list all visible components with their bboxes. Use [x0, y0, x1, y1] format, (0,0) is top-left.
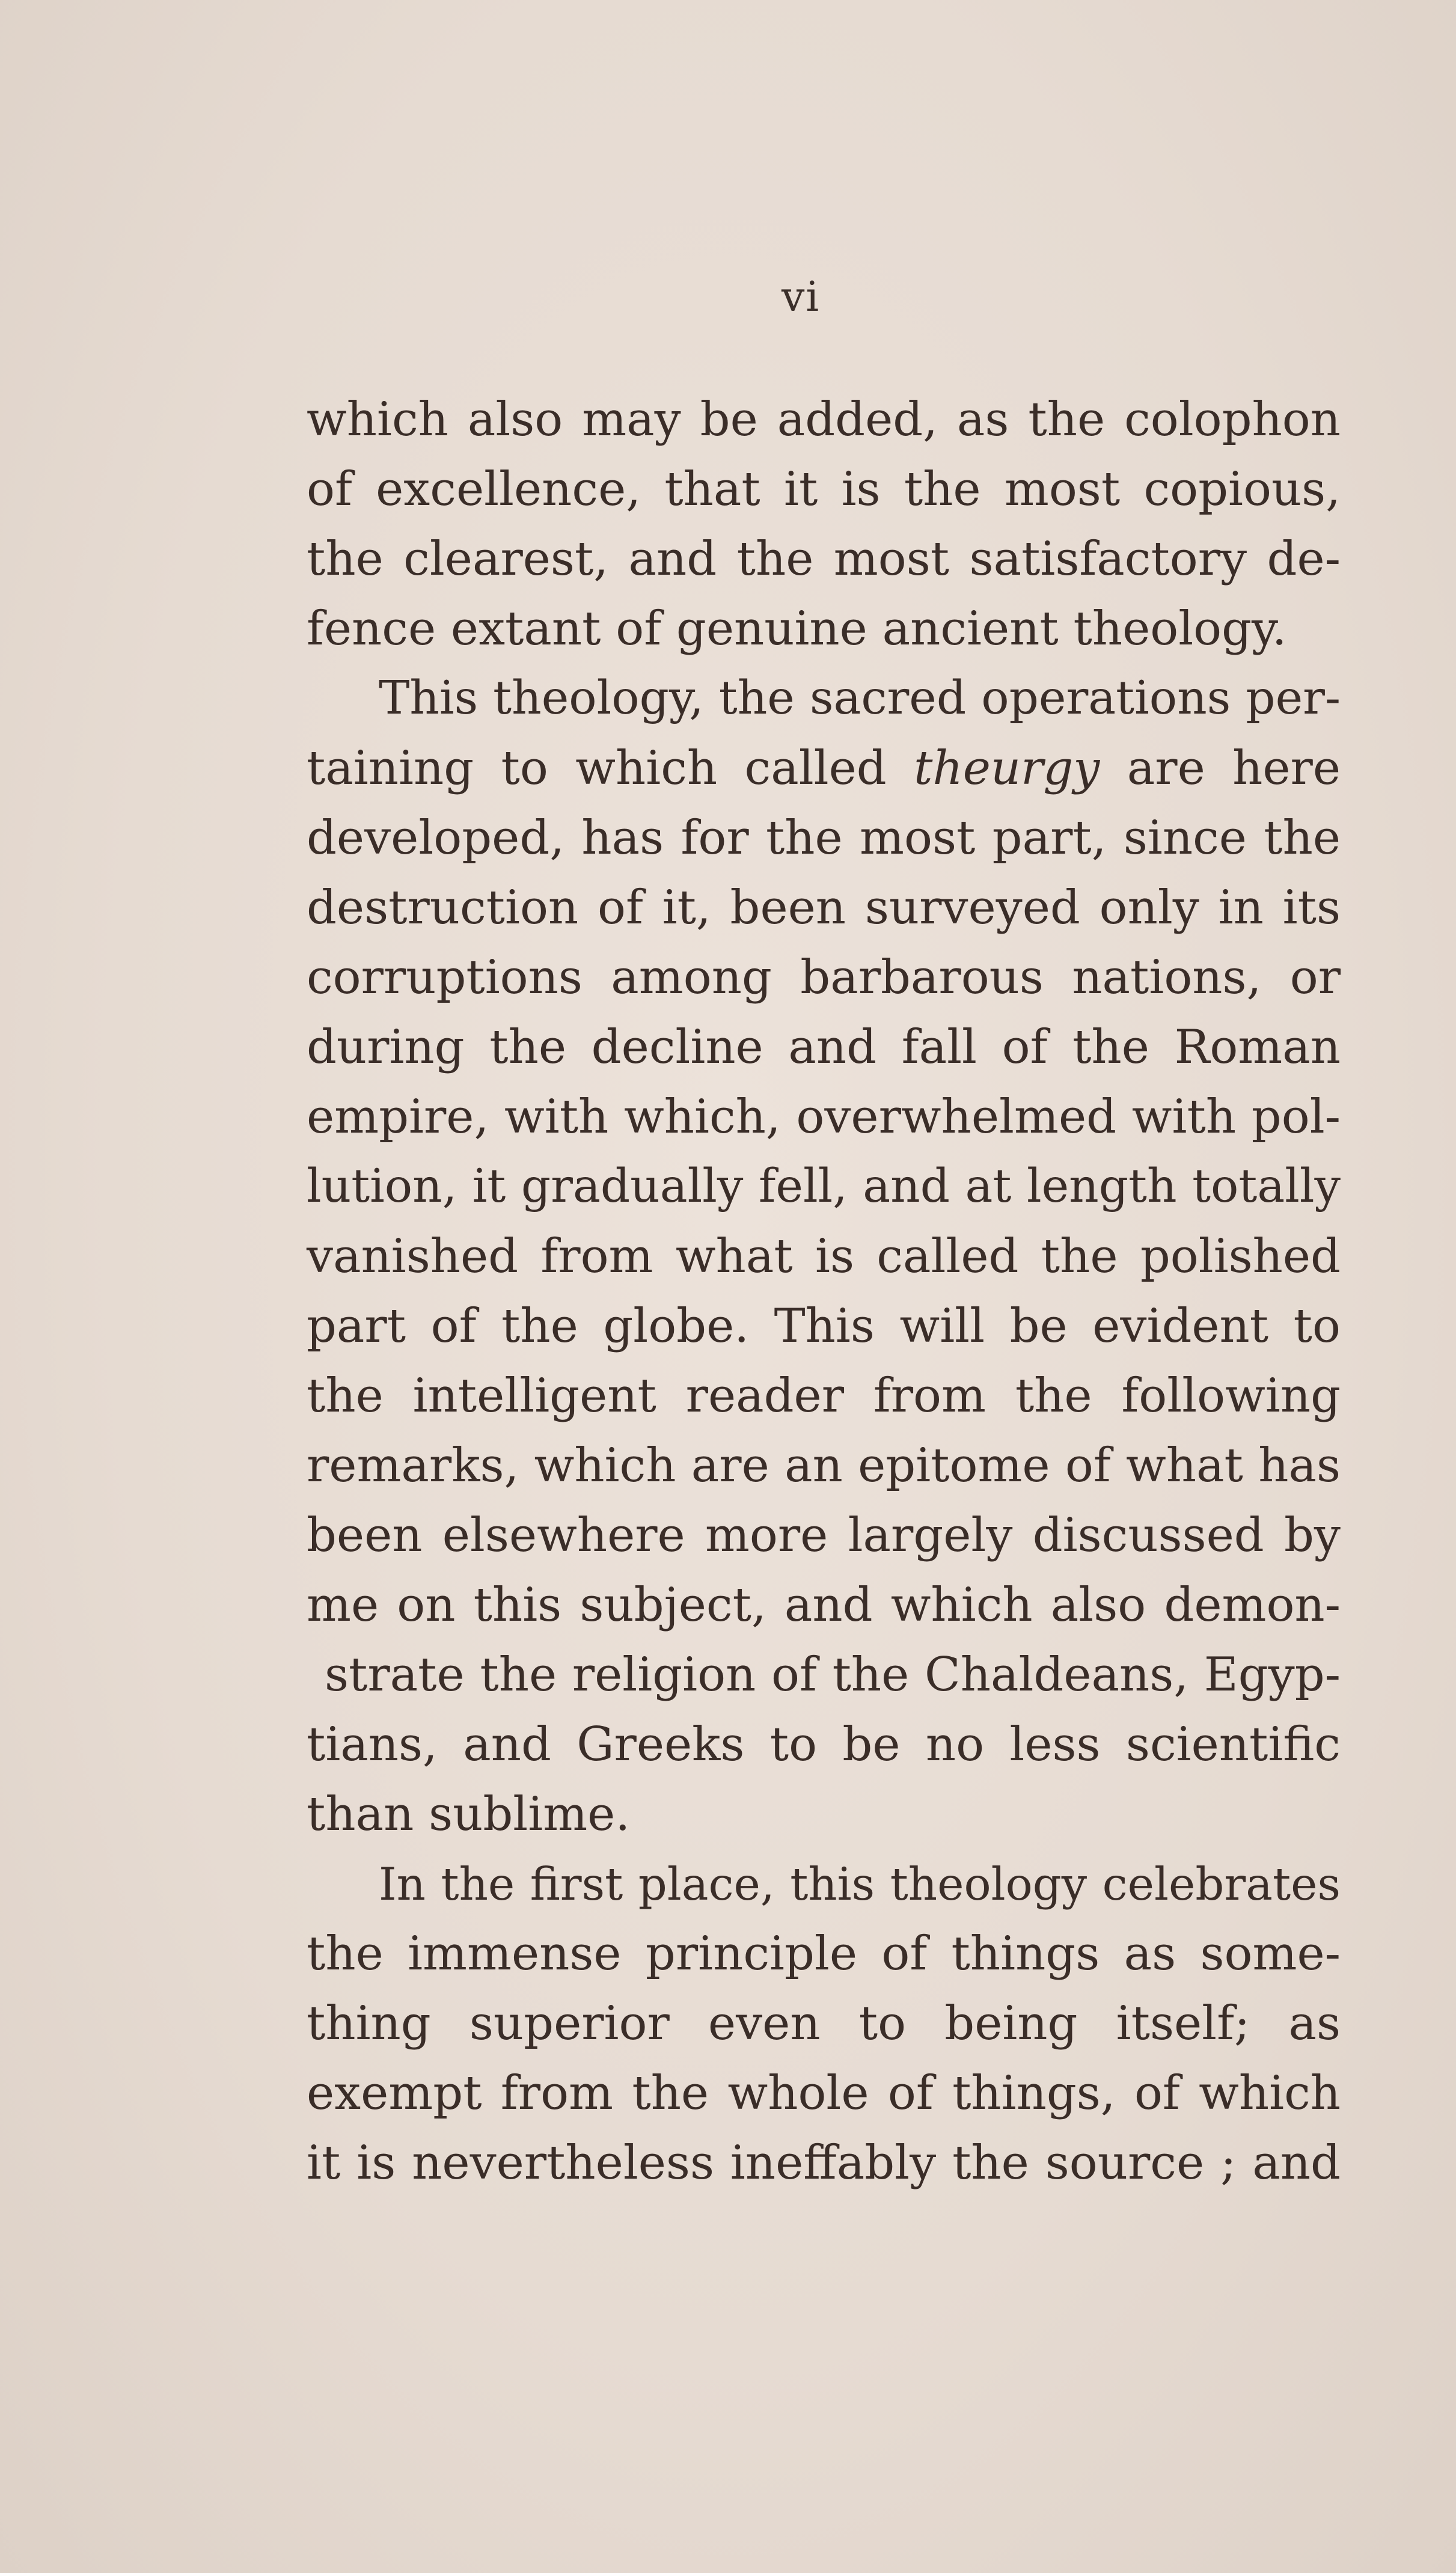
text-line: thing superior even to being itself; as: [307, 1996, 1341, 2051]
text-line: taining to which called theurgy are here: [307, 741, 1341, 795]
text-line: than sublime.: [307, 1787, 631, 1841]
paragraph-start-line: In the first place, this theology celebrates: [379, 1858, 1341, 1911]
paragraph-start-line: This theology, the sacred operations per-: [379, 672, 1341, 725]
text-line: exempt from the whole of things, of which: [307, 2066, 1341, 2120]
italic-term: theurgy: [914, 741, 1100, 795]
text-line: fence extant of genuine ancient theology.: [307, 602, 1287, 656]
text-line: destruction of it, been surveyed only in its: [307, 881, 1341, 935]
text-line: lution, it gradually fell, and at length totally: [307, 1160, 1341, 1213]
text-line: the immense principle of things as some-: [307, 1927, 1341, 1981]
text-line: corruptions among barbarous nations, or: [307, 950, 1341, 1005]
body-text: [307, 385, 1341, 2198]
text-line: developed, has for the most part, since the: [307, 811, 1341, 865]
text-line: been elsewhere more largely discussed by: [307, 1508, 1341, 1562]
text-line: the clearest, and the most satisfactory de-: [307, 532, 1341, 586]
text-line: which also may be added, as the colophon: [307, 393, 1341, 447]
text-line: it is nevertheless ineffably the source ; and: [307, 2136, 1341, 2190]
text-line: during the decline and fall of the Roman: [307, 1020, 1341, 1074]
text-line: empire, with which, overwhelmed with pol-: [307, 1090, 1341, 1144]
text-line: strate the religion of the Chaldeans, Egyp-: [325, 1648, 1341, 1702]
text-line: of excellence, that it is the most copious,: [307, 462, 1341, 516]
text-line: the intelligent reader from the following: [307, 1369, 1341, 1423]
page-number: vi: [782, 274, 821, 321]
text-line: tians, and Greeks to be no less scientific: [307, 1718, 1341, 1772]
text-line: vanished from what is called the polished: [307, 1229, 1341, 1283]
text-line: part of the globe. This will be evident to: [307, 1299, 1341, 1353]
text-line: me on this subject, and which also demon-: [307, 1578, 1341, 1632]
text-line: remarks, which are an epitome of what has: [307, 1439, 1341, 1493]
